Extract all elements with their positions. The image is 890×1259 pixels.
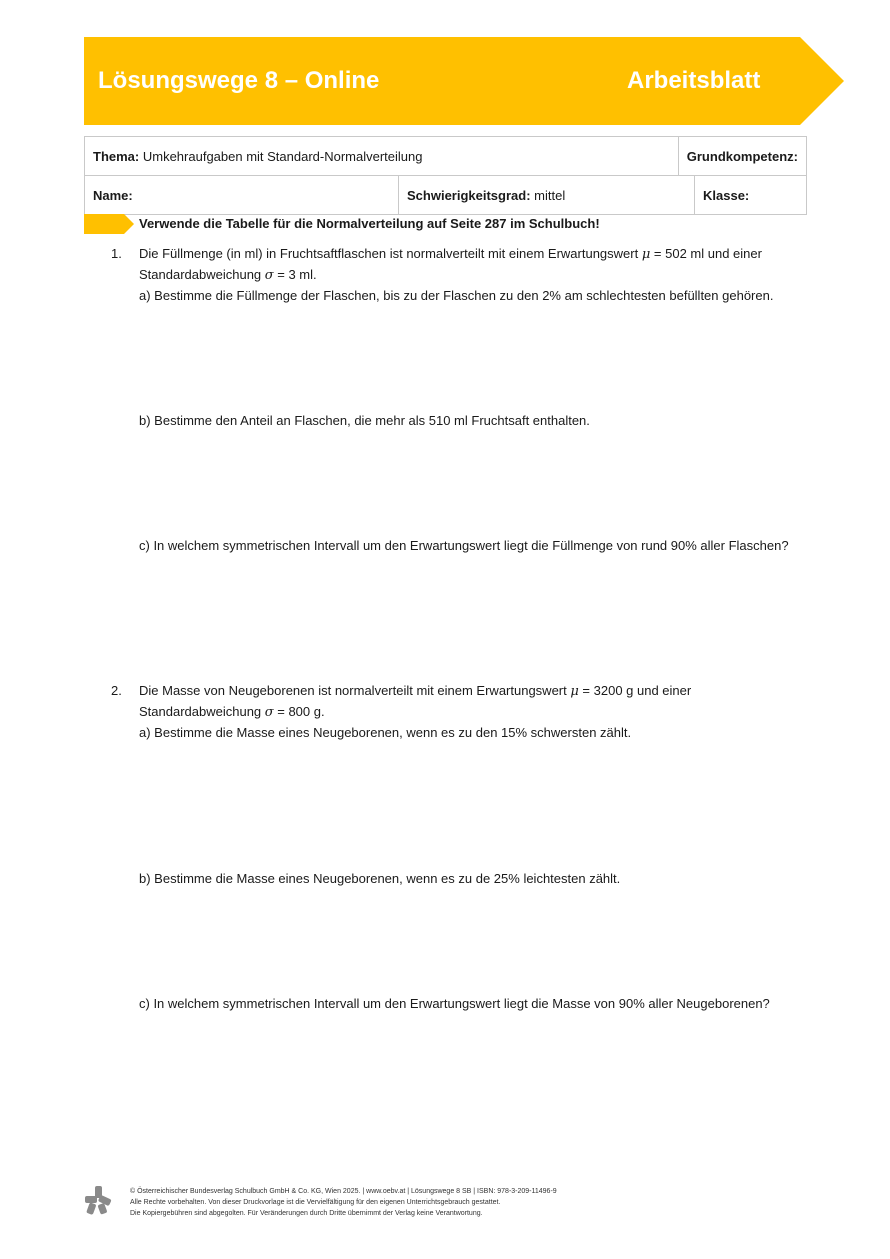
task-1c: c) In welchem symmetrischen Intervall um den Erwartungswert liegt die Füllmenge von rund 90% aller Flaschen? bbox=[139, 538, 789, 553]
footer-text bbox=[130, 1186, 557, 1219]
task-1-intro-a: Die Füllmenge (in ml) in Fruchtsaftflaschen ist normalverteilt mit einem Erwartungswert bbox=[139, 246, 642, 261]
difficulty-cell bbox=[399, 176, 695, 215]
task-1-intro-b: = 502 ml und einer bbox=[650, 246, 762, 261]
sigma-symbol: σ bbox=[264, 705, 274, 720]
task-2c: c) In welchem symmetrischen Intervall um den Erwartungswert liegt die Masse von 90% aller Neugeborenen? bbox=[139, 996, 770, 1011]
difficulty-label: Schwierigkeitsgrad: bbox=[407, 187, 531, 203]
arrow-icon bbox=[84, 214, 136, 234]
footer-line-3: Die Kopiergebühren sind abgegolten. Für Veränderungen durch Dritte übernimmt der Verlag keine Verantwortung. bbox=[130, 1210, 483, 1217]
task-2-intro-d: = 800 g. bbox=[273, 704, 325, 719]
klasse-label: Klasse: bbox=[703, 187, 750, 203]
header-banner bbox=[84, 37, 844, 125]
difficulty-value: mittel bbox=[534, 187, 566, 203]
task-1-number: 1. bbox=[111, 246, 122, 261]
footer-line-1: © Österreichischer Bundesverlag Schulbuch GmbH & Co. KG, Wien 2025. | www.oebv.at | Lösungswege 8 SB | ISBN: 978-3-209-11496-9 bbox=[130, 1188, 557, 1195]
task-1-intro-line2 bbox=[139, 267, 317, 284]
name-label: Name: bbox=[93, 187, 133, 203]
publisher-logo-icon bbox=[82, 1184, 114, 1216]
grundkompetenz-label: Grundkompetenz: bbox=[686, 148, 798, 164]
footer-line-2: Alle Rechte vorbehalten. Von dieser Druckvorlage ist die Vervielfältigung für den eigenen Unterrichtsgebrauch gestattet. bbox=[130, 1199, 501, 1206]
worksheet-badge: Arbeitsblatt bbox=[627, 67, 761, 94]
task-2-intro-a: Die Masse von Neugeborenen ist normalverteilt mit einem Erwartungswert bbox=[139, 683, 571, 698]
task-2b: b) Bestimme die Masse eines Neugeborenen, wenn es zu de 25% leichtesten zählt. bbox=[139, 871, 621, 886]
task-1-intro-line1 bbox=[139, 246, 762, 263]
instruction-hint bbox=[84, 214, 804, 234]
thema-value: Umkehraufgaben mit Standard-Normalverteilung bbox=[142, 148, 423, 164]
task-1-intro-c: Standardabweichung bbox=[139, 267, 265, 282]
task-1-intro-d: = 3 ml. bbox=[273, 267, 317, 282]
mu-symbol: μ bbox=[570, 684, 579, 699]
task-2-intro-line2 bbox=[139, 704, 325, 721]
page-title: Lösungswege 8 – Online bbox=[98, 67, 380, 94]
task-2-intro-line1 bbox=[139, 683, 691, 700]
sigma-symbol: σ bbox=[264, 268, 274, 283]
task-2-intro-c: Standardabweichung bbox=[139, 704, 265, 719]
mu-symbol: μ bbox=[641, 247, 651, 262]
task-2-number: 2. bbox=[111, 683, 122, 698]
grundkompetenz-cell[interactable] bbox=[678, 137, 806, 176]
task-2-intro-b: = 3200 g und einer bbox=[578, 683, 692, 698]
thema-cell bbox=[85, 137, 679, 176]
worksheet-info-table bbox=[84, 136, 807, 215]
task-1b: b) Bestimme den Anteil an Flaschen, die mehr als 510 ml Fruchtsaft enthalten. bbox=[139, 413, 590, 428]
task-1a: a) Bestimme die Füllmenge der Flaschen, bis zu der Flaschen zu den 2% am schlechtesten befüllten gehören. bbox=[139, 288, 774, 303]
task-2a: a) Bestimme die Masse eines Neugeborenen, wenn es zu den 15% schwersten zählt. bbox=[139, 725, 632, 740]
hint-text: Verwende die Tabelle für die Normalverteilung auf Seite 287 im Schulbuch! bbox=[139, 216, 600, 231]
klasse-cell[interactable] bbox=[695, 176, 807, 215]
thema-label: Thema: bbox=[93, 148, 140, 164]
name-cell[interactable] bbox=[85, 176, 399, 215]
